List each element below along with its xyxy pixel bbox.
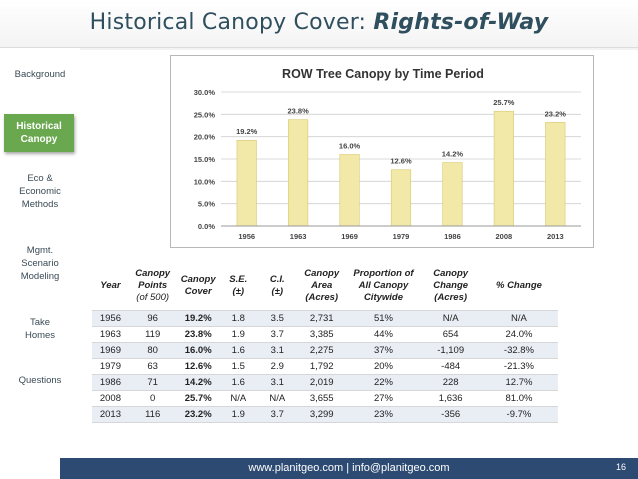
table-cell-col7: 228 — [421, 374, 480, 390]
table-cell-col4: 2.9 — [257, 358, 298, 374]
slide-title-emphasis: Rights-of-Way — [373, 10, 549, 35]
table-cell-year: 1986 — [92, 374, 129, 390]
x-tick-label: 1963 — [289, 232, 307, 241]
table-cell-col3: 1.6 — [220, 342, 257, 358]
table-cell-col1: 0 — [129, 390, 177, 406]
bar-1979 — [391, 170, 411, 226]
table-row — [92, 310, 558, 326]
canopy-bar-chart — [170, 55, 594, 248]
table-cell-col6: 23% — [346, 406, 422, 422]
table-cell-col6: 22% — [346, 374, 422, 390]
table-row — [92, 374, 558, 390]
table-cell-col1: 116 — [129, 406, 177, 422]
bar-2008 — [494, 111, 514, 226]
header-canopy-points — [129, 262, 177, 310]
table-cell-col5: 3,299 — [298, 406, 346, 422]
x-tick-label: 1969 — [341, 232, 358, 241]
sidebar-item-historical-canopy[interactable]: Historical Canopy — [4, 114, 74, 152]
y-tick-label: 15.0% — [193, 155, 215, 164]
table-cell-col1: 119 — [129, 326, 177, 342]
footer-bar — [60, 458, 638, 479]
sidebar-item-background[interactable]: Background — [14, 69, 66, 80]
sidebar-item-eco-economic-methods[interactable]: Eco & Economic Methods — [19, 173, 61, 210]
bar-1986 — [443, 163, 463, 226]
canopy-data-table — [92, 262, 558, 423]
bar-1969 — [340, 155, 360, 226]
table-cell-col2: 23.8% — [177, 326, 220, 342]
x-tick-label: 2013 — [546, 232, 564, 241]
table-cell-col3: 1.5 — [220, 358, 257, 374]
table-cell-col3: 1.6 — [220, 374, 257, 390]
table-cell-year: 1979 — [92, 358, 129, 374]
x-tick-label: 1956 — [238, 232, 256, 241]
table-cell-col7: N/A — [421, 310, 480, 326]
table-cell-col4: 3.7 — [257, 326, 298, 342]
table-cell-col7: -356 — [421, 406, 480, 422]
page-number: 16 — [615, 462, 626, 472]
table-cell-col7: 654 — [421, 326, 480, 342]
title-divider — [0, 47, 638, 48]
table-cell-col5: 1,792 — [298, 358, 346, 374]
table-header-row — [92, 262, 558, 310]
table-cell-col5: 2,275 — [298, 342, 346, 358]
table-cell-col8: 81.0% — [480, 390, 558, 406]
table-cell-col2: 14.2% — [177, 374, 220, 390]
data-label: 23.2% — [544, 109, 566, 119]
table-row — [92, 406, 558, 422]
header-se: S.E. (±) — [220, 262, 257, 310]
table-cell-col3: 1.8 — [220, 310, 257, 326]
header-canopy-points-unit: (of 500) — [136, 291, 170, 303]
header-canopy-change: Canopy Change (Acres) — [421, 262, 480, 310]
header-canopy-points-label: Canopy Points — [135, 267, 171, 291]
data-label: 12.6% — [390, 156, 412, 166]
data-label: 23.8% — [287, 106, 309, 116]
table-cell-col6: 44% — [346, 326, 422, 342]
table-cell-col4: 3.5 — [257, 310, 298, 326]
table-cell-col7: 1,636 — [421, 390, 480, 406]
table-cell-col3: N/A — [220, 390, 257, 406]
bar-1963 — [288, 120, 308, 226]
table-cell-col6: 20% — [346, 358, 422, 374]
table-cell-col6: 27% — [346, 390, 422, 406]
header-canopy-cover: Canopy Cover — [177, 262, 220, 310]
header-canopy-area: Canopy Area (Acres) — [298, 262, 346, 310]
table-cell-col1: 80 — [129, 342, 177, 358]
table-cell-col2: 25.7% — [177, 390, 220, 406]
sidebar-nav — [0, 48, 80, 458]
table-cell-col4: 3.1 — [257, 374, 298, 390]
table-body — [92, 310, 558, 422]
table-cell-col2: 19.2% — [177, 310, 220, 326]
bar-1956 — [237, 140, 257, 226]
sidebar-item-take-homes[interactable]: Take Homes — [24, 317, 56, 341]
header-proportion: Proportion of All Canopy Citywide — [346, 262, 422, 310]
bar-2013 — [546, 122, 566, 226]
x-tick-label: 1979 — [392, 232, 410, 241]
y-tick-label: 5.0% — [197, 199, 215, 209]
header-year: Year — [92, 262, 129, 310]
data-label: 16.0% — [338, 141, 361, 151]
table-cell-col4: N/A — [257, 390, 298, 406]
y-tick-label: 25.0% — [193, 110, 215, 120]
table-cell-col3: 1.9 — [220, 326, 257, 342]
y-tick-label: 10.0% — [193, 177, 215, 187]
sidebar-item-mgmt-scenario-modeling[interactable]: Mgmt. Scenario Modeling — [20, 245, 60, 282]
table-cell-col2: 16.0% — [177, 342, 220, 358]
table-row — [92, 358, 558, 374]
table-cell-col8: N/A — [480, 310, 558, 326]
y-tick-label: 20.0% — [193, 132, 215, 142]
table-cell-col5: 3,385 — [298, 326, 346, 342]
table-cell-col8: -32.8% — [480, 342, 558, 358]
data-label: 19.2% — [236, 127, 258, 137]
table-cell-col2: 12.6% — [177, 358, 220, 374]
header-ci: C.I. (±) — [257, 262, 298, 310]
data-label: 25.7% — [493, 98, 515, 108]
chart-title: ROW Tree Canopy by Time Period — [282, 67, 484, 81]
table-cell-year: 1963 — [92, 326, 129, 342]
table-row — [92, 342, 558, 358]
table-cell-col8: 12.7% — [480, 374, 558, 390]
table-cell-col5: 2,731 — [298, 310, 346, 326]
chart-canvas — [171, 56, 595, 249]
table-row — [92, 326, 558, 342]
table-cell-year: 2013 — [92, 406, 129, 422]
table-cell-col3: 1.9 — [220, 406, 257, 422]
table-cell-col6: 51% — [346, 310, 422, 326]
slide-title — [0, 10, 638, 35]
data-label: 14.2% — [441, 149, 464, 159]
table-cell-col8: 24.0% — [480, 326, 558, 342]
table-cell-year: 1969 — [92, 342, 129, 358]
table-cell-col7: -484 — [421, 358, 480, 374]
table-cell-col8: -21.3% — [480, 358, 558, 374]
footer-contact: www.planitgeo.com | info@planitgeo.com — [248, 462, 450, 474]
table-cell-col8: -9.7% — [480, 406, 558, 422]
y-tick-label: 30.0% — [193, 88, 215, 97]
table-cell-col4: 3.1 — [257, 342, 298, 358]
table-cell-col2: 23.2% — [177, 406, 220, 422]
table-cell-col6: 37% — [346, 342, 422, 358]
table-cell-year: 2008 — [92, 390, 129, 406]
title-bar — [0, 0, 638, 50]
table-cell-col1: 71 — [129, 374, 177, 390]
table-cell-col5: 3,655 — [298, 390, 346, 406]
x-tick-label: 2008 — [495, 232, 513, 241]
table-cell-year: 1956 — [92, 310, 129, 326]
sidebar-item-questions[interactable]: Questions — [18, 375, 62, 386]
table-cell-col1: 96 — [129, 310, 177, 326]
y-tick-label: 0.0% — [197, 222, 215, 231]
table-cell-col7: -1,109 — [421, 342, 480, 358]
table-cell-col1: 63 — [129, 358, 177, 374]
table-row — [92, 390, 558, 406]
table-cell-col5: 2,019 — [298, 374, 346, 390]
header-percent-change: % Change — [480, 262, 558, 310]
slide-title-prefix: Historical Canopy Cover: — [89, 10, 374, 35]
table-cell-col4: 3.7 — [257, 406, 298, 422]
x-tick-label: 1986 — [444, 232, 461, 241]
